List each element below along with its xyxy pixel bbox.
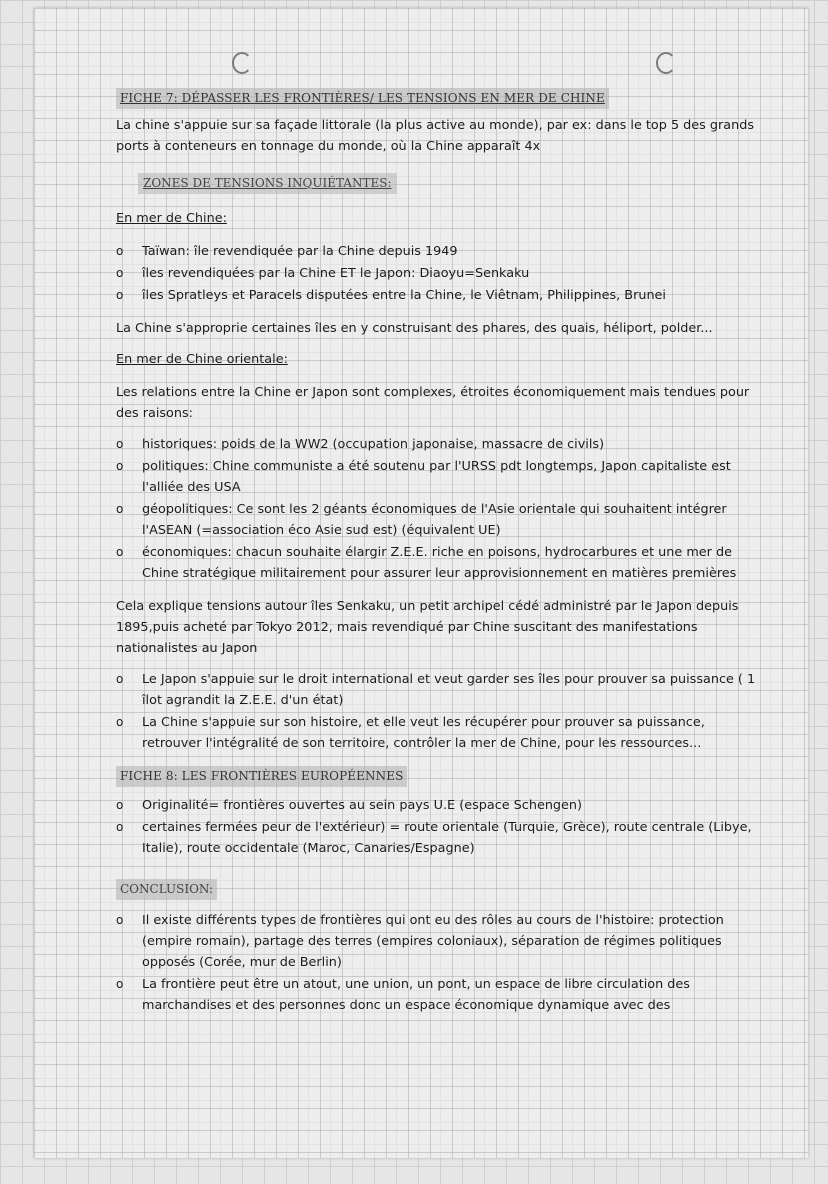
note-content (116, 88, 766, 1028)
list-item: o Il existe différents types de frontières qui ont eu des rôles au cours de l'histoire: protection (empire romain), partage des terres (empires coloniaux), séparation de régimes politiques opposés (Corée, mur de Berlin) (116, 910, 766, 973)
list-item: o certaines fermées peur de l'extérieur) = route orientale (Turquie, Grèce), route centrale (Libye, Italie), route occidentale (Maroc, Canaries/Espagne) (116, 817, 766, 859)
list-item: o îles revendiquées par la Chine ET le Japon: Diaoyu=Senkaku (116, 263, 766, 284)
conclusion-title: CONCLUSION: (116, 879, 217, 900)
list-item: o économiques: chacun souhaite élargir Z.E.E. riche en poisons, hydrocarbures et une mer de Chine stratégique militairement pour assurer leur approvisionnement en matières premières (116, 542, 766, 584)
mer-de-chine-heading: En mer de Chine: (116, 211, 227, 226)
senkaku-paragraph: Cela explique tensions autour îles Senkaku, un petit archipel cédé administré par le Japon depuis 1895,puis acheté par Tokyo 2012, mais revendiqué par Chine suscitant des manifestations nationalistes au Japon (116, 599, 739, 656)
mer-orientale-heading: En mer de Chine orientale: (116, 352, 288, 367)
list-item: o La frontière peut être un atout, une union, un pont, un espace de libre circulation des marchandises et des personnes donc un espace économique dynamique avec des (116, 974, 766, 1016)
list-item: o îles Spratleys et Paracels disputées entre la Chine, le Viêtnam, Philippines, Brunei (116, 285, 766, 306)
list-item: o La Chine s'appuie sur son histoire, et elle veut les récupérer pour prouver sa puissance, retrouver l'intégralité de son territoire, contrôler la mer de Chine, pour les ressources... (116, 712, 766, 754)
zones-title: ZONES DE TENSIONS INQUIÉTANTES: (138, 173, 397, 194)
binder-hole (232, 52, 252, 74)
fiche8-title: FICHE 8: LES FRONTIÈRES EUROPÉENNES (116, 766, 407, 787)
list-item: o historiques: poids de la WW2 (occupation japonaise, massacre de civils) (116, 434, 766, 455)
mer-orientale-intro: Les relations entre la Chine er Japon sont complexes, étroites économiquement mais tendues pour des raisons: (116, 385, 750, 421)
mer-de-chine-after: La Chine s'approprie certaines îles en y construisant des phares, des quais, héliport, polder... (116, 321, 713, 336)
fiche7-title: FICHE 7: DÉPASSER LES FRONTIÈRES/ LES TENSIONS EN MER DE CHINE (116, 88, 609, 109)
positions-list (116, 669, 766, 754)
list-item: o Originalité= frontières ouvertes au sein pays U.E (espace Schengen) (116, 795, 766, 816)
mer-de-chine-list (116, 241, 766, 306)
fiche8-list (116, 795, 766, 859)
list-item: o Le Japon s'appuie sur le droit international et veut garder ses îles pour prouver sa puissance ( 1 îlot agrandit la Z.E.E. d'un état) (116, 669, 766, 711)
binder-hole (656, 52, 676, 74)
raisons-list (116, 434, 766, 584)
fiche7-intro: La chine s'appuie sur sa façade littorale (la plus active au monde), par ex: dans le top 5 des grands ports à conteneurs en tonnage du monde, où la Chine apparaît 4x (116, 118, 755, 154)
list-item: o politiques: Chine communiste a été soutenu par l'URSS pdt longtemps, Japon capitaliste est l'alliée des USA (116, 456, 766, 498)
conclusion-list (116, 910, 766, 1016)
list-item: o Taïwan: île revendiquée par la Chine depuis 1949 (116, 241, 766, 262)
list-item: o géopolitiques: Ce sont les 2 géants économiques de l'Asie orientale qui souhaitent intégrer l'ASEAN (=association éco Asie sud est) (équivalent UE) (116, 499, 766, 541)
